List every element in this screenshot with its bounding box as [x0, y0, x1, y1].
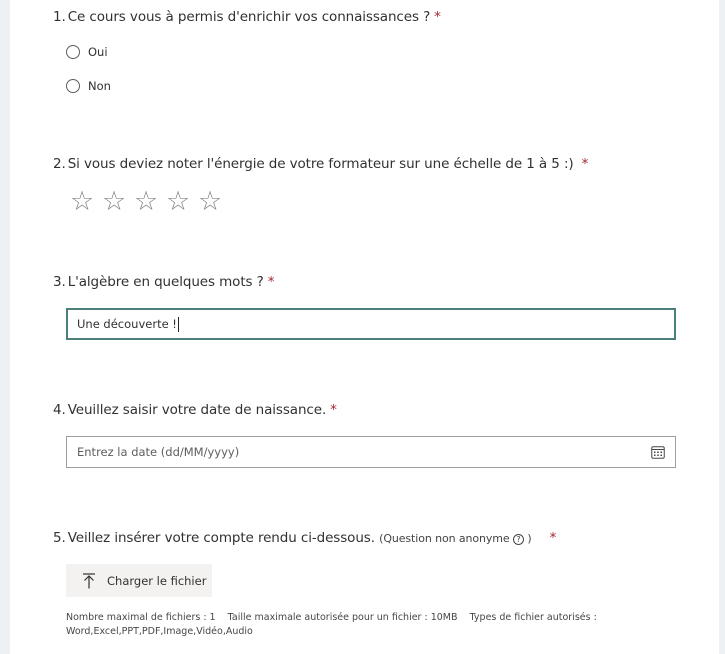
question-4-title — [53, 402, 337, 418]
required-mark: * — [434, 9, 441, 25]
upload-button-label: Charger le fichier — [107, 573, 207, 588]
question-4-number: 4. — [53, 402, 66, 418]
question-5-number: 5. — [53, 530, 66, 546]
anonymity-hint — [379, 532, 531, 545]
star-icon[interactable]: ☆ — [134, 186, 159, 217]
date-input[interactable] — [66, 436, 676, 468]
file-upload-info — [66, 611, 597, 639]
question-5-title — [53, 530, 556, 546]
question-1-number: 1. — [53, 9, 66, 25]
radio-option-oui[interactable] — [66, 45, 108, 59]
question-3-title — [53, 274, 274, 290]
radio-label: Non — [88, 79, 111, 93]
star-rating — [70, 188, 221, 215]
file-types-text: Word,Excel,PPT,PDF,Image,Vidéo,Audio — [66, 626, 253, 637]
radio-option-non[interactable] — [66, 79, 111, 93]
text-caret — [178, 317, 180, 332]
question-1-text: Ce cours vous à permis d'enrichir vos connaissances ? — [67, 9, 431, 25]
upload-file-button[interactable] — [66, 564, 212, 597]
question-1-title — [53, 9, 441, 25]
star-icon[interactable]: ☆ — [102, 186, 127, 217]
answer-text-input[interactable] — [66, 308, 676, 340]
star-icon[interactable]: ☆ — [198, 186, 223, 217]
question-2-text: Si vous deviez noter l'énergie de votre formateur sur une échelle de 1 à 5 :) — [67, 156, 574, 172]
radio-button[interactable] — [66, 79, 80, 93]
required-mark: * — [330, 402, 337, 418]
radio-button[interactable] — [66, 45, 80, 59]
required-mark: * — [549, 530, 557, 546]
required-mark: * — [581, 156, 589, 172]
hint-text: (Question non anonyme — [379, 532, 510, 545]
radio-label: Oui — [88, 45, 108, 59]
question-2-number: 2. — [53, 156, 66, 172]
star-icon[interactable]: ☆ — [70, 186, 95, 217]
question-2-title — [53, 156, 588, 172]
question-3-number: 3. — [53, 274, 66, 290]
hint-close: ) — [527, 532, 532, 545]
file-limits-text: Nombre maximal de fichiers : 1 Taille maximale autorisée pour un fichier : 10MB Types de fichier autorisés : — [66, 612, 597, 623]
question-5-text: Veillez insérer votre compte rendu ci-dessous. — [67, 530, 375, 546]
help-icon[interactable]: ? — [513, 534, 524, 545]
star-icon[interactable]: ☆ — [166, 186, 191, 217]
date-placeholder: Entrez la date (dd/MM/yyyy) — [77, 445, 240, 459]
question-4-text: Veuillez saisir votre date de naissance. — [67, 402, 327, 418]
question-3-text: L'algèbre en quelques mots ? — [67, 274, 264, 290]
required-mark: * — [267, 274, 275, 290]
upload-icon — [82, 573, 96, 589]
calendar-icon[interactable] — [651, 445, 665, 459]
answer-text-value: Une découverte ! — [77, 317, 177, 331]
